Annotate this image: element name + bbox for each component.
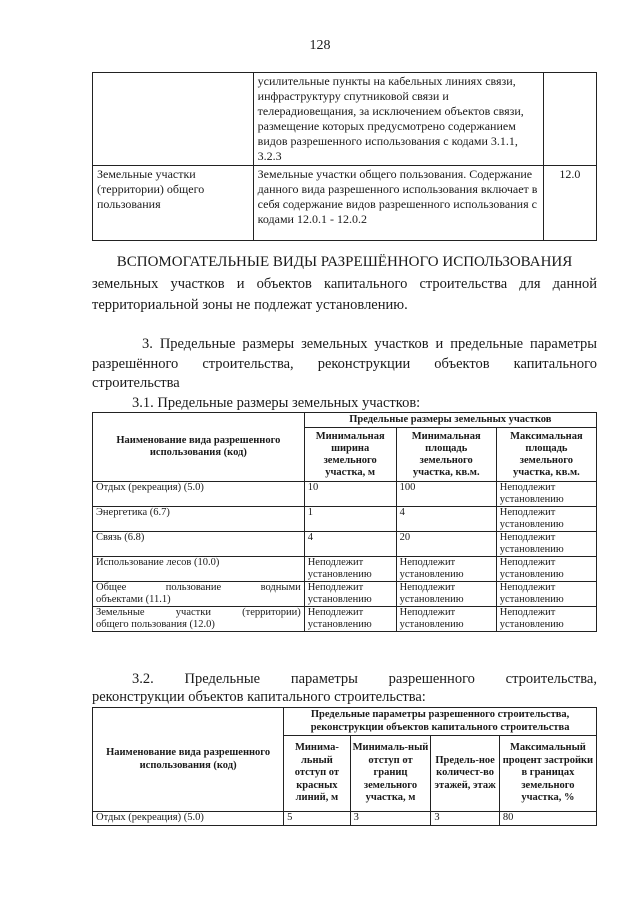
not-set-word: подлежит [319, 557, 364, 568]
table-cell-name [93, 532, 305, 557]
table-header-row [93, 413, 597, 428]
table-cell-min-area [396, 557, 496, 582]
subsection-3-2-title-line: 3.2. Предельные параметры разрешенного строительства, [132, 671, 597, 687]
table-cell-min-area [396, 607, 496, 632]
not-set-word: установлению [499, 544, 564, 555]
section-3-heading-line [92, 335, 597, 354]
not-set-line [500, 557, 593, 569]
not-set-line [500, 582, 593, 594]
table-cell-red-lines-setback: 5 [284, 812, 350, 826]
not-set-word: Не [399, 557, 412, 568]
table-cell-name [93, 557, 305, 582]
table-cell-description: Земельные участки общего пользования. Содержание данного вида разрешенного использования включает в себя содержание видов разрешенного использования с кодами 12.0.1 - 12.0.2 [253, 166, 543, 241]
table-cell-max-area [496, 582, 596, 607]
not-set-word: подлежит [512, 507, 556, 518]
not-set-word: Не [499, 607, 513, 618]
not-set-word: установлению [499, 619, 564, 630]
land-plot-sizes-table [92, 412, 597, 632]
name-line: Связь (6.8) [96, 532, 145, 543]
table-row [93, 73, 597, 166]
table-cell-name: Земельные участки (территории) общего пользования [93, 166, 254, 241]
table-cell-code [543, 73, 596, 166]
table-cell-min-area: 100 [396, 482, 496, 507]
name-line: Общее пользование водными [96, 582, 301, 593]
not-set-line [308, 607, 393, 619]
table-row [93, 607, 597, 632]
not-set-line [500, 507, 593, 519]
table-cell-min-area [396, 582, 496, 607]
not-set-word: Не [307, 607, 320, 618]
table-cell-min-area: 4 [396, 507, 496, 532]
section-3-heading-line: строительства [92, 375, 180, 391]
table-cell-border-setback: 3 [350, 812, 431, 826]
section-3-heading-text: 3. Предельные размеры земельных участков и предельные параметры [142, 336, 597, 352]
table-cell-min-width: 1 [304, 507, 396, 532]
name-line: общего пользования (12.0) [96, 619, 215, 630]
not-set-word: установлению [499, 494, 564, 505]
table-cell-name: Отдых (рекреация) (5.0) [93, 812, 284, 826]
table-cell-name [93, 507, 305, 532]
table-cell-max-area [496, 482, 596, 507]
not-set-word: подлежит [512, 532, 556, 543]
not-set-word: Не [399, 582, 412, 593]
not-set-line [400, 582, 493, 594]
column-header-min-area: Минимальная площадь земельного участка, кв.м. [396, 428, 496, 482]
table-row [93, 507, 597, 532]
column-group-header: Предельные параметры разрешенного строительства, реконструкции объектов капитального строительства [284, 708, 597, 736]
not-set-word: Не [499, 532, 513, 543]
column-header-min-width: Минимальная ширина земельного участка, м [304, 428, 396, 482]
not-set-word: подлежит [512, 482, 556, 493]
not-set-word: установлению [499, 594, 564, 605]
not-set-word: установлению [399, 619, 464, 630]
not-set-word: подлежит [319, 582, 364, 593]
not-set-word: подлежит [512, 557, 556, 568]
aux-uses-title: ВСПОМОГАТЕЛЬНЫЕ ВИДЫ РАЗРЕШЁННОГО ИСПОЛЬЗОВАНИЯ [116, 254, 573, 270]
name-line: Энергетика (6.7) [96, 507, 170, 518]
not-set-word: Не [499, 482, 513, 493]
not-set-word: подлежит [411, 557, 456, 568]
building-parameters-table [92, 707, 597, 826]
not-set-word: установлению [307, 594, 372, 605]
not-set-word: Не [307, 557, 320, 568]
column-header-max-floors: Предель-ное количест-во этажей, этаж [431, 736, 499, 812]
not-set-word: установлению [399, 569, 464, 580]
not-set-word: Не [499, 582, 513, 593]
aux-uses-text-line: земельных участков и объектов капитального строительства для данной [92, 276, 597, 292]
not-set-word: установлению [499, 519, 564, 530]
table-cell-max-area [496, 607, 596, 632]
not-set-line [400, 557, 493, 569]
not-set-word: Не [499, 507, 513, 518]
table-cell-max-area [496, 557, 596, 582]
subsection-3-1-title: 3.1. Предельные размеры земельных участков: [132, 395, 421, 411]
subsection-3-2-title-line: реконструкции объектов капитального строительства: [92, 689, 426, 705]
table-cell-min-width: 4 [304, 532, 396, 557]
table-cell-min-area: 20 [396, 532, 496, 557]
table-cell-max-area [496, 532, 596, 557]
table-cell-name [93, 482, 305, 507]
table-row [93, 812, 597, 826]
page-number: 128 [309, 38, 331, 53]
section-3-heading-line: разрешённого строительства, реконструкции объектов капитального [92, 356, 597, 372]
column-header-max-coverage: Максимальный процент застройки в границах земельного участка, % [499, 736, 596, 812]
not-set-line [400, 607, 493, 619]
not-set-word: установлению [307, 569, 372, 580]
not-set-line [308, 557, 393, 569]
table-cell-description: усилительные пункты на кабельных линиях связи, инфраструктуру спутниковой связи и телерадиовещания, за исключением объектов связи, размещение которых предусмотрено содержанием видов разрешенного использования с кодами 3.1.1, 3.2.3 [253, 73, 543, 166]
not-set-word: Не [307, 582, 320, 593]
land-use-table-continuation [92, 72, 597, 241]
table-row [93, 557, 597, 582]
name-line: Использование лесов (10.0) [96, 557, 220, 568]
table-cell-max-area [496, 507, 596, 532]
table-cell-name [93, 607, 305, 632]
column-header-max-area: Максимальная площадь земельного участка, кв.м. [496, 428, 596, 482]
not-set-line [500, 482, 593, 494]
name-line: Отдых (рекреация) (5.0) [96, 482, 204, 493]
table-cell-min-width [304, 582, 396, 607]
table-header-row [93, 708, 597, 736]
not-set-word: подлежит [319, 607, 364, 618]
not-set-word: установлению [307, 619, 372, 630]
not-set-word: подлежит [411, 607, 456, 618]
table-row [93, 582, 597, 607]
not-set-word: подлежит [512, 582, 556, 593]
name-line: Земельные участки (территории) [96, 607, 301, 618]
table-cell-min-width: 10 [304, 482, 396, 507]
table-row [93, 532, 597, 557]
column-header-use-type: Наименование вида разрешенного использования (код) [93, 708, 284, 812]
not-set-word: подлежит [411, 582, 456, 593]
not-set-word: Не [499, 557, 513, 568]
column-header-border-setback: Минималь-ный отступ от границ земельного участка, м [350, 736, 431, 812]
column-group-header: Предельные размеры земельных участков [304, 413, 596, 428]
column-header-use-type: Наименование вида разрешенного использования (код) [93, 413, 305, 482]
name-line: объектами (11.1) [96, 594, 171, 605]
table-cell-max-floors: 3 [431, 812, 499, 826]
not-set-line [500, 532, 593, 544]
not-set-line [308, 582, 393, 594]
table-cell-code: 12.0 [543, 166, 596, 241]
table-cell-min-width [304, 557, 396, 582]
table-cell-name [93, 582, 305, 607]
table-cell-max-coverage: 80 [499, 812, 596, 826]
aux-uses-text-line: территориальной зоны не подлежат установлению. [92, 297, 408, 313]
table-row [93, 166, 597, 241]
not-set-word: Не [399, 607, 412, 618]
column-header-red-lines-setback: Минима-льный отступ от красных линий, м [284, 736, 350, 812]
table-row [93, 482, 597, 507]
not-set-word: подлежит [512, 607, 556, 618]
not-set-word: установлению [499, 569, 564, 580]
table-cell-min-width [304, 607, 396, 632]
not-set-line [500, 607, 593, 619]
not-set-word: установлению [399, 594, 464, 605]
table-cell-name [93, 73, 254, 166]
